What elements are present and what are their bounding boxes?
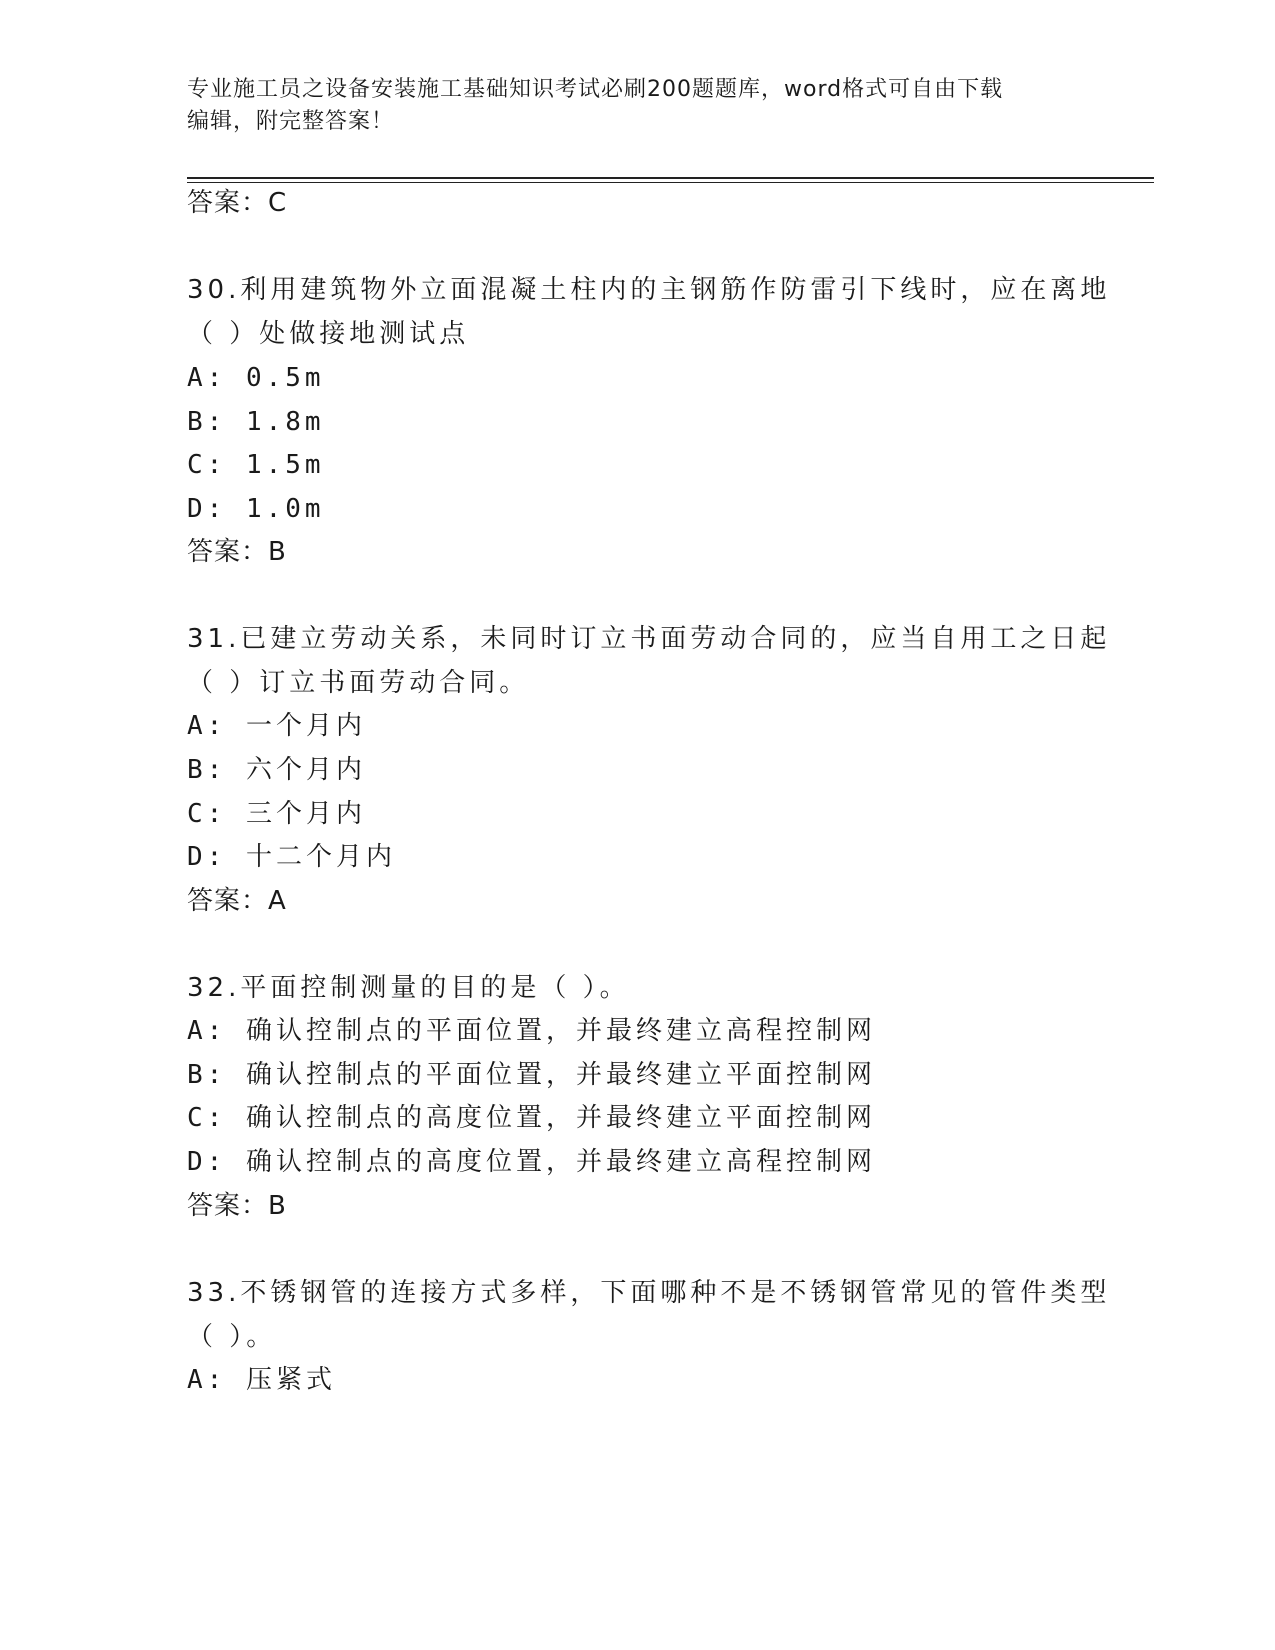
- question-32-option-d: D: 确认控制点的高度位置，并最终建立高程控制网: [187, 1147, 876, 1177]
- question-32-text: 32.平面控制测量的目的是（ ）。: [187, 973, 630, 1003]
- question-30-text: 30.利用建筑物外立面混凝土柱内的主钢筋作防雷引下线时，应在离地: [187, 275, 1111, 305]
- question-30-option-b: B: 1.8m: [187, 407, 325, 437]
- question-31-text-cont: （ ）订立书面劳动合同。: [187, 668, 530, 698]
- question-31-option-c: C: 三个月内: [187, 799, 366, 829]
- question-31-option-a: A: 一个月内: [187, 711, 366, 741]
- question-32-option-a: A: 确认控制点的平面位置，并最终建立高程控制网: [187, 1016, 876, 1046]
- question-31-text: 31.已建立劳动关系，未同时订立书面劳动合同的，应当自用工之日起: [187, 624, 1111, 654]
- answer-q29: 答案：C: [187, 188, 288, 218]
- answer-q32: 答案：B: [187, 1191, 287, 1221]
- header-title-line-1: 专业施工员之设备安装施工基础知识考试必刷200题题库，word格式可自由下载: [187, 77, 1004, 102]
- question-30-text-cont: （ ）处做接地测试点: [187, 319, 470, 349]
- header-title-line-2: 编辑，附完整答案！: [187, 109, 395, 134]
- header-divider-thin: [187, 182, 1154, 183]
- question-31-option-d: D: 十二个月内: [187, 842, 396, 872]
- answer-q31: 答案：A: [187, 886, 287, 916]
- question-32-option-c: C: 确认控制点的高度位置，并最终建立平面控制网: [187, 1103, 876, 1133]
- answer-q30: 答案：B: [187, 537, 287, 567]
- header-divider: [187, 177, 1154, 179]
- question-30-option-a: A: 0.5m: [187, 363, 325, 393]
- question-32-option-b: B: 确认控制点的平面位置，并最终建立平面控制网: [187, 1060, 876, 1090]
- question-31-option-b: B: 六个月内: [187, 755, 366, 785]
- question-33-text-cont: （ ）。: [187, 1322, 277, 1352]
- document-header: [187, 74, 1087, 138]
- question-33-text: 33.不锈钢管的连接方式多样，下面哪种不是不锈钢管常见的管件类型: [187, 1278, 1111, 1308]
- question-33-option-a: A: 压紧式: [187, 1365, 336, 1395]
- question-30-option-c: C: 1.5m: [187, 450, 325, 480]
- question-30-option-d: D: 1.0m: [187, 494, 325, 524]
